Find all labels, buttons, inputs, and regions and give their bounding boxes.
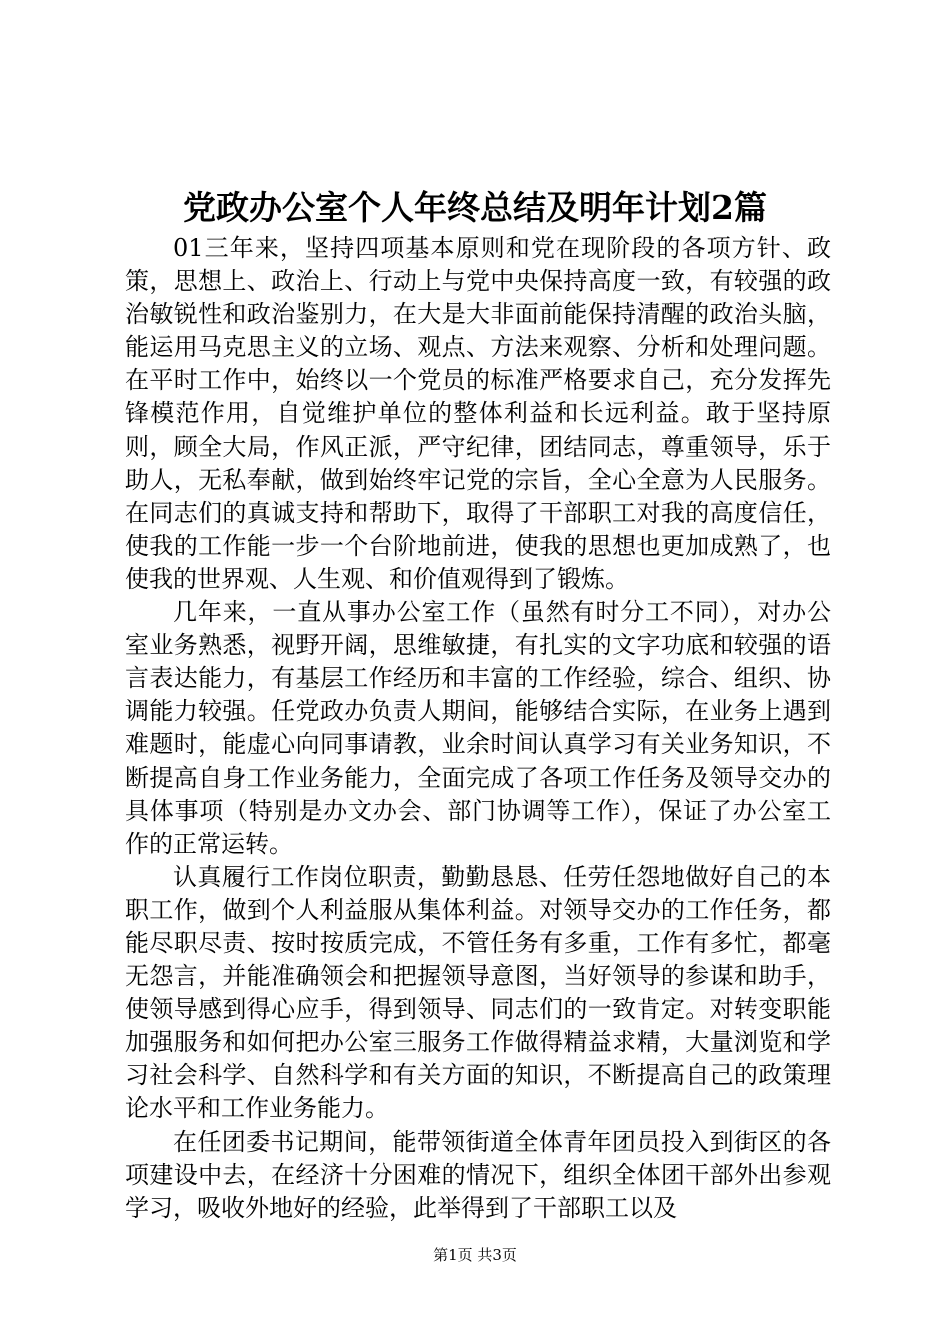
page-number-footer: 第1页 共3页 <box>433 1246 517 1264</box>
paragraph-4: 在任团委书记期间，能带领街道全体青年团员投入到街区的各项建设中去，在经济十分困难的情况下，组织全体团干部外出参观学习，吸收外地好的经验，此举得到了干部职工以及 <box>125 1127 831 1222</box>
document-body <box>125 232 831 1225</box>
document-title: 党政办公室个人年终总结及明年计划2篇 <box>183 188 767 227</box>
paragraph-3: 认真履行工作岗位职责，勤勤恳恳、任劳任怨地做好自己的本职工作，做到个人利益服从集体利益。对领导交办的工作任务，都能尽职尽责、按时按质完成，不管任务有多重，工作有多忙，都毫无怨言，并能准确领会和把握领导意图，当好领导的参谋和助手，使领导感到得心应手，得到领导、同志们的一致肯定。对转变职能加强服务和如何把办公室三服务工作做得精益求精，大量浏览和学习社会科学、自然科学和有关方面的知识，不断提高自己的政策理论水平和工作业务能力。 <box>125 862 831 1123</box>
paragraph-1: 01三年来，坚持四项基本原则和党在现阶段的各项方针、政策，思想上、政治上、行动上与党中央保持高度一致，有较强的政治敏锐性和政治鉴别力，在大是大非面前能保持清醒的政治头脑，能运用马克思主义的立场、观点、方法来观察、分析和处理问题。在平时工作中，始终以一个党员的标准严格要求自己，充分发挥先锋模范作用，自觉维护单位的整体利益和长远利益。敢于坚持原则，顾全大局，作风正派，严守纪律，团结同志，尊重领导，乐于助人，无私奉献，做到始终牢记党的宗旨，全心全意为人民服务。在同志们的真诚支持和帮助下，取得了干部职工对我的高度信任，使我的工作能一步一个台阶地前进，使我的思想也更加成熟了，也使我的世界观、人生观、和价值观得到了锻炼。 <box>125 234 831 593</box>
paragraph-2: 几年来，一直从事办公室工作（虽然有时分工不同），对办公室业务熟悉，视野开阔，思维敏捷，有扎实的文字功底和较强的语言表达能力，有基层工作经历和丰富的工作经验，综合、组织、协调能力较强。任党政办负责人期间，能够结合实际，在业务上遇到难题时，能虚心向同事请教，业余时间认真学习有关业务知识，不断提高自身工作业务能力，全面完成了各项工作任务及领导交办的具体事项（特别是办文办会、部门协调等工作），保证了办公室工作的正常运转。 <box>125 598 831 858</box>
